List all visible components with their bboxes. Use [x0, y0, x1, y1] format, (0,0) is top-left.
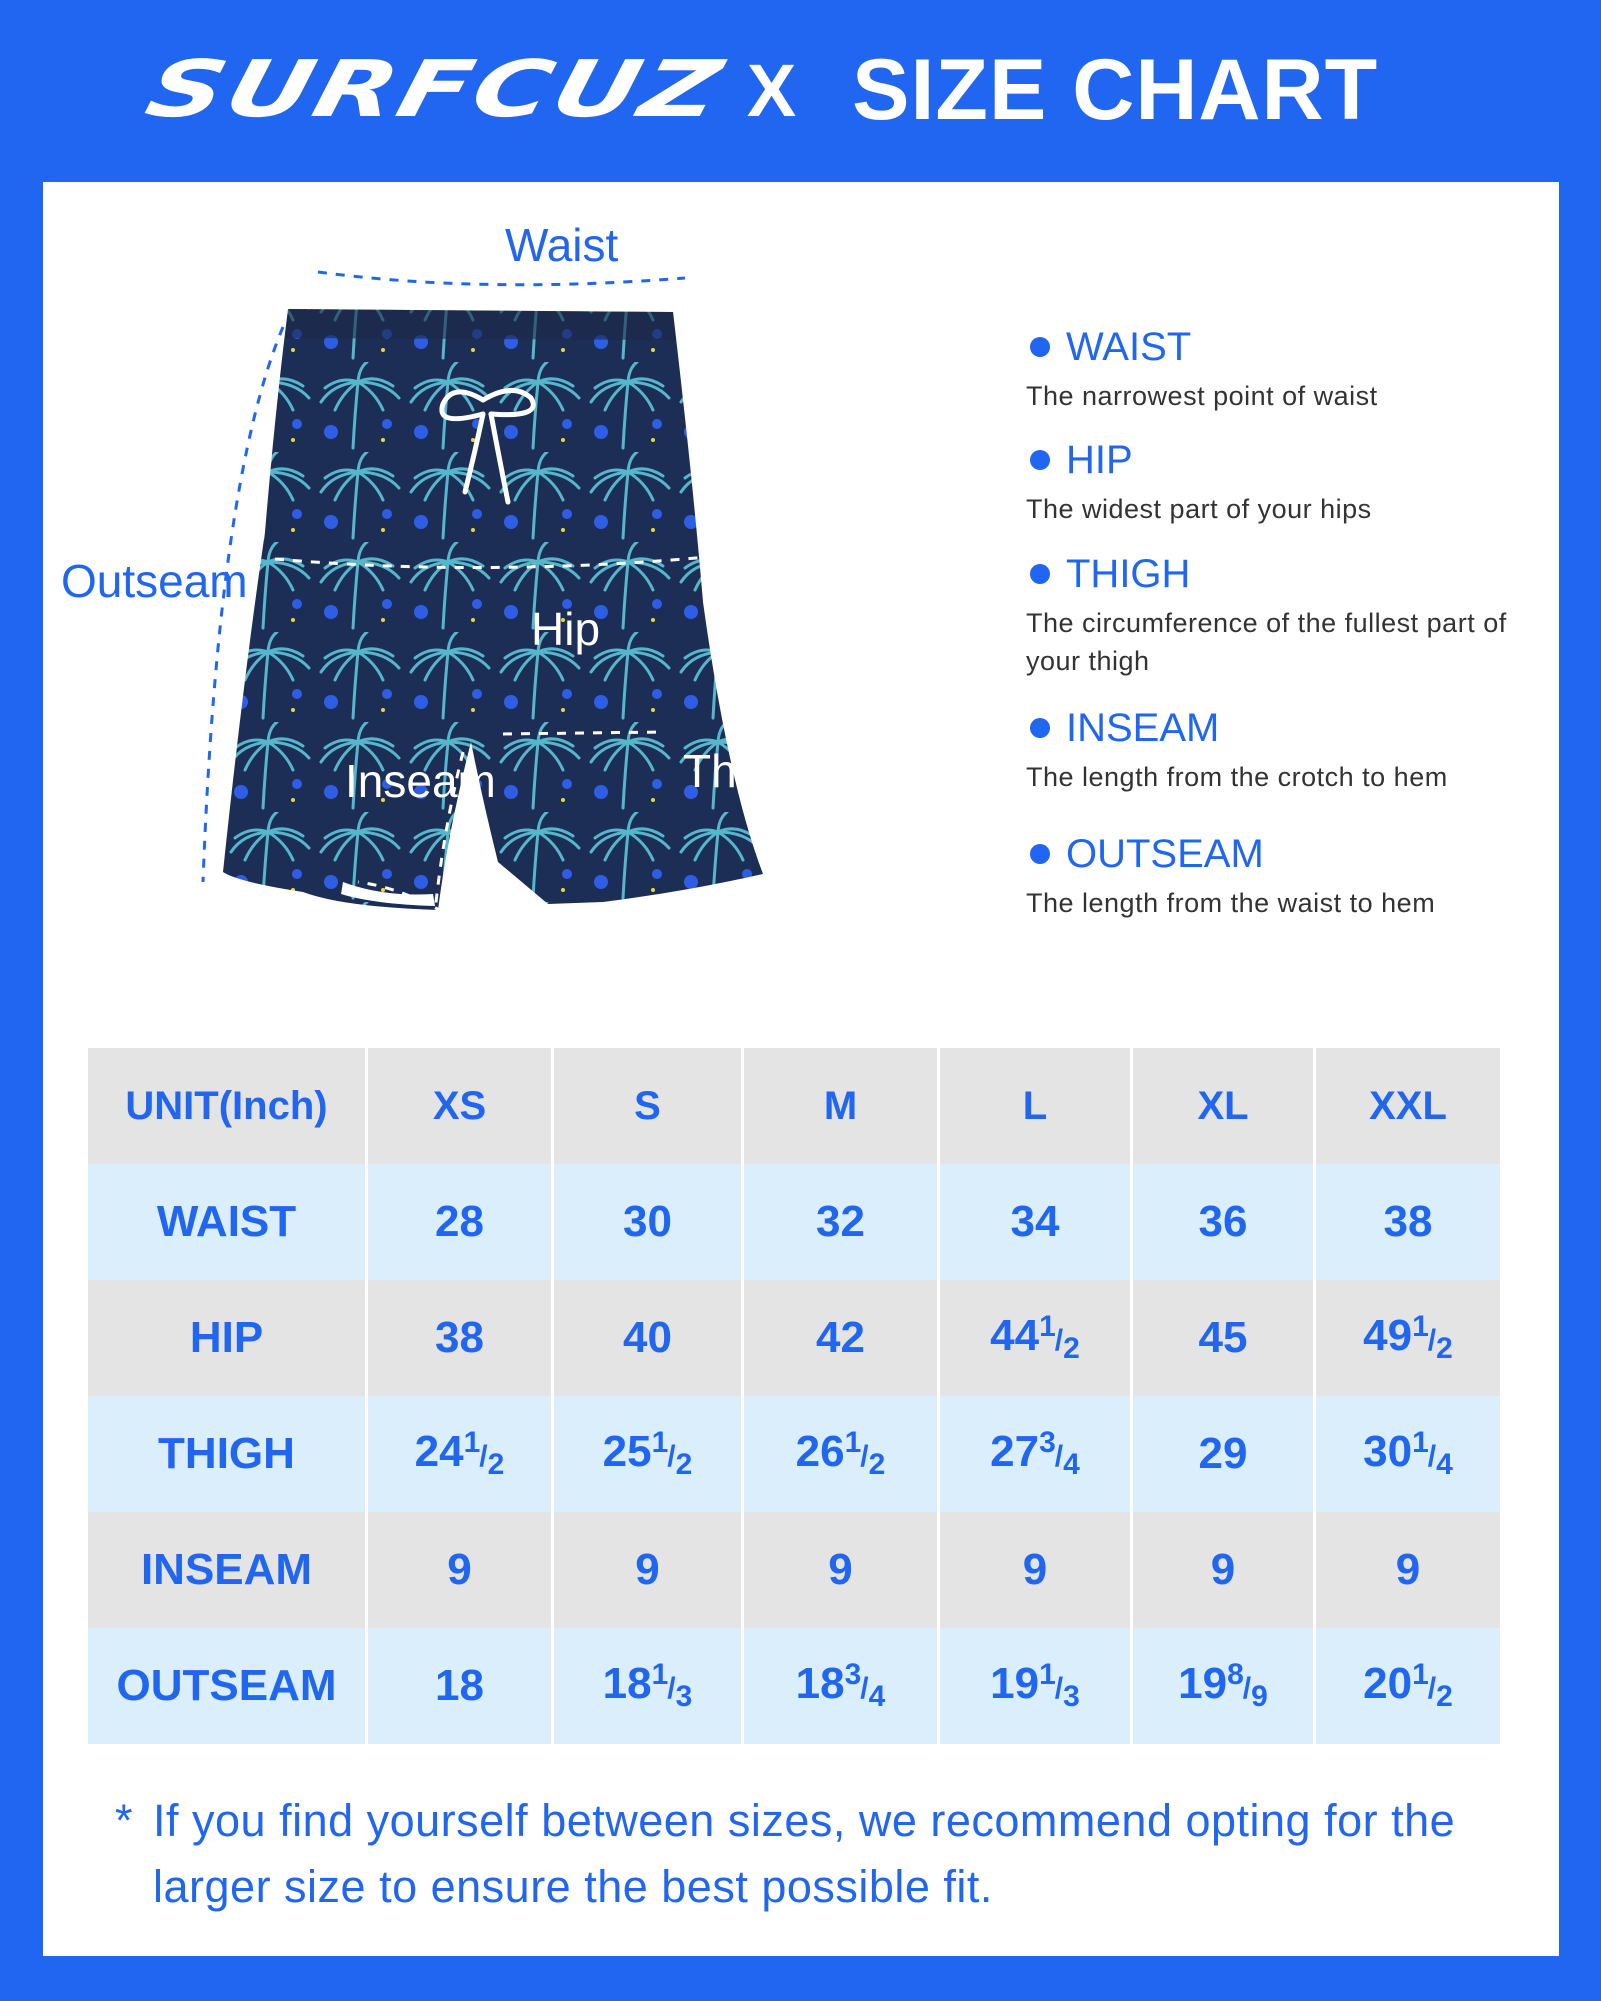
size-value-cell [1133, 1628, 1316, 1744]
label-waist: Waist [505, 219, 619, 271]
size-value-cell [554, 1164, 744, 1280]
value-whole: 38 [435, 1313, 484, 1362]
size-value-cell [1316, 1512, 1500, 1628]
row-label: INSEAM [88, 1512, 368, 1628]
size-value-cell [554, 1628, 744, 1744]
size-value-cell [554, 1280, 744, 1396]
fraction-slash: / [1427, 1440, 1437, 1473]
brand-logo: SURFCUZ [137, 45, 733, 135]
size-value-cell [1316, 1628, 1500, 1744]
definition-text: The circumference of the fullest part of your thigh [1026, 608, 1507, 676]
fraction-slash: / [667, 1672, 676, 1705]
size-value-cell [940, 1280, 1133, 1396]
size-value-cell [554, 1512, 744, 1628]
definition-inseam [1026, 708, 1448, 796]
label-thigh: Thigh [683, 745, 799, 797]
fraction-denominator: 3 [675, 1680, 693, 1713]
size-value-cell [368, 1512, 554, 1628]
value-whole: 34 [1010, 1197, 1060, 1246]
fraction-slash: / [1054, 1324, 1064, 1357]
definition-term: OUTSEAM [1066, 832, 1264, 876]
fraction-denominator: 2 [1436, 1680, 1453, 1713]
fraction-denominator: 4 [1063, 1448, 1080, 1481]
table-row [88, 1280, 1500, 1396]
size-value-cell [940, 1396, 1133, 1512]
size-header: L [940, 1048, 1133, 1164]
size-value-cell [1133, 1164, 1316, 1280]
value-whole: 18 [435, 1661, 484, 1710]
definition-text: The narrowest point of waist [1026, 381, 1378, 411]
definition-thigh [1026, 554, 1546, 680]
definition-text: The length from the waist to hem [1026, 888, 1436, 918]
size-value-cell [368, 1628, 554, 1744]
value-whole: 44 [990, 1311, 1040, 1360]
value-whole: 45 [1198, 1313, 1248, 1362]
table-row [88, 1628, 1500, 1744]
value-whole: 36 [1198, 1197, 1248, 1246]
row-label: THIGH [88, 1396, 368, 1512]
size-value-cell [1133, 1396, 1316, 1512]
fraction-numerator: 1 [651, 1426, 668, 1459]
value-whole: 24 [414, 1427, 464, 1476]
fraction-slash: / [860, 1440, 869, 1473]
fraction-numerator: 1 [463, 1426, 480, 1459]
size-value-cell [744, 1396, 940, 1512]
fraction-numerator: 8 [1227, 1658, 1243, 1691]
size-value-cell [744, 1628, 940, 1744]
note-text: If you find yourself between sizes, we recommend opting for the larger size to ensure the best possible fit. [153, 1795, 1456, 1912]
value-whole: 28 [435, 1197, 484, 1246]
size-value-cell [368, 1280, 554, 1396]
fraction-numerator: 3 [844, 1658, 861, 1691]
fraction-slash: / [1242, 1672, 1252, 1705]
value-whole: 20 [1363, 1659, 1413, 1708]
fraction-numerator: 1 [1039, 1658, 1055, 1691]
value-whole: 30 [623, 1197, 672, 1246]
label-hip: Hip [531, 603, 601, 655]
size-value-cell [1316, 1280, 1500, 1396]
fraction-numerator: 1 [1412, 1426, 1428, 1459]
size-value-cell [940, 1628, 1133, 1744]
header-banner [0, 0, 1601, 180]
value-whole: 49 [1363, 1311, 1413, 1360]
fraction-numerator: 1 [1412, 1310, 1428, 1343]
fraction-denominator: 3 [1063, 1680, 1080, 1713]
size-value-cell [368, 1164, 554, 1280]
bullet-icon [1030, 337, 1050, 357]
fraction-slash: / [860, 1672, 869, 1705]
value-whole: 38 [1383, 1197, 1433, 1246]
value-whole: 42 [816, 1313, 865, 1362]
table-row [88, 1164, 1500, 1280]
bullet-icon [1030, 718, 1050, 738]
value-whole: 18 [795, 1659, 845, 1708]
size-header: XS [368, 1048, 554, 1164]
definition-hip [1026, 440, 1372, 528]
value-whole: 32 [816, 1197, 865, 1246]
fraction-numerator: 1 [651, 1658, 668, 1691]
size-value-cell [744, 1280, 940, 1396]
row-label: HIP [88, 1280, 368, 1396]
fraction-slash: / [479, 1440, 488, 1473]
definition-term: WAIST [1066, 325, 1192, 369]
row-label: OUTSEAM [88, 1628, 368, 1744]
value-whole: 18 [602, 1659, 652, 1708]
size-header: M [744, 1048, 940, 1164]
fraction-denominator: 4 [1436, 1448, 1453, 1481]
size-value-cell [1133, 1280, 1316, 1396]
fraction-denominator: 2 [487, 1448, 505, 1481]
value-whole: 9 [1210, 1545, 1236, 1594]
unit-header: UNIT(Inch) [88, 1048, 368, 1164]
size-value-cell [744, 1164, 940, 1280]
size-value-cell [1316, 1396, 1500, 1512]
fraction-numerator: 1 [844, 1426, 861, 1459]
bullet-icon [1030, 844, 1050, 864]
value-whole: 9 [1395, 1545, 1421, 1594]
size-header: S [554, 1048, 744, 1164]
table-row [88, 1512, 1500, 1628]
fraction-slash: / [1427, 1672, 1437, 1705]
value-whole: 40 [623, 1313, 672, 1362]
table-row [88, 1396, 1500, 1512]
value-whole: 27 [990, 1427, 1040, 1476]
fraction-slash: / [1427, 1324, 1437, 1357]
size-header: XL [1133, 1048, 1316, 1164]
page-title: SIZE CHART [852, 41, 1379, 138]
sizing-note [115, 1788, 1515, 1920]
fraction-numerator: 3 [1039, 1426, 1055, 1459]
fraction-denominator: 2 [868, 1448, 886, 1481]
label-inseam: Inseam [345, 755, 496, 807]
definition-term: INSEAM [1066, 706, 1220, 750]
value-whole: 19 [990, 1659, 1040, 1708]
fraction-slash: / [1054, 1440, 1064, 1473]
table-body [88, 1164, 1500, 1744]
value-whole: 29 [1198, 1429, 1248, 1478]
value-whole: 30 [1363, 1427, 1413, 1476]
fraction-denominator: 2 [1436, 1332, 1453, 1365]
bullet-icon [1030, 564, 1050, 584]
bullet-icon [1030, 450, 1050, 470]
size-value-cell [940, 1512, 1133, 1628]
definition-term: HIP [1066, 438, 1133, 482]
definition-waist [1026, 327, 1378, 415]
shorts-diagram [43, 182, 1043, 1002]
size-value-cell [1133, 1512, 1316, 1628]
value-whole: 19 [1178, 1659, 1228, 1708]
size-value-cell [744, 1512, 940, 1628]
fraction-denominator: 2 [1063, 1332, 1080, 1365]
fraction-denominator: 4 [868, 1680, 886, 1713]
value-whole: 9 [635, 1545, 660, 1594]
value-whole: 9 [447, 1545, 472, 1594]
definition-outseam [1026, 834, 1435, 922]
collab-x: X [746, 48, 797, 132]
fraction-numerator: 1 [1039, 1310, 1055, 1343]
size-value-cell [1316, 1164, 1500, 1280]
size-header: XXL [1316, 1048, 1500, 1164]
definition-text: The widest part of your hips [1026, 494, 1372, 524]
note-asterisk: * [115, 1795, 134, 1846]
fraction-slash: / [1054, 1672, 1064, 1705]
size-value-cell [554, 1396, 744, 1512]
definition-term: THIGH [1066, 552, 1191, 596]
definition-text: The length from the crotch to hem [1026, 762, 1448, 792]
size-value-cell [940, 1164, 1133, 1280]
fraction-denominator: 2 [675, 1448, 693, 1481]
fraction-denominator: 9 [1251, 1680, 1268, 1713]
value-whole: 25 [602, 1427, 652, 1476]
fraction-numerator: 1 [1412, 1658, 1428, 1691]
content-panel [43, 182, 1559, 1956]
value-whole: 26 [795, 1427, 845, 1476]
size-value-cell [368, 1396, 554, 1512]
row-label: WAIST [88, 1164, 368, 1280]
fraction-slash: / [667, 1440, 676, 1473]
value-whole: 9 [1022, 1545, 1048, 1594]
size-table [88, 1048, 1500, 1744]
table-header-row [88, 1048, 1500, 1164]
label-outseam: Outseam [61, 555, 248, 607]
value-whole: 9 [828, 1545, 853, 1594]
